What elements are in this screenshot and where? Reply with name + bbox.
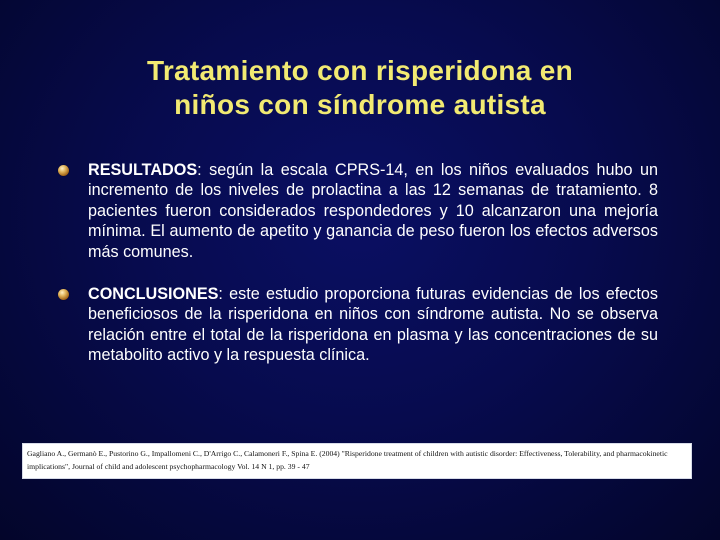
slide-title-line-1: Tratamiento con risperidona en	[147, 55, 573, 86]
bullet-text-results: : según la escala CPRS-14, en los niños evaluados hubo un incremento de los niveles de prolactina a las 12 semanas de tratamiento. 8 pacientes fueron considerados respondedores y 10 alcanzaron una mejoría mínima. El aumento de apetito y ganancia de peso fueron los efectos adversos más comunes.	[88, 161, 658, 261]
bullet-text-conclusions: : este estudio proporciona futuras evidencias de los efectos beneficiosos de la risperidona en niños con síndrome autista. No se observa relación entre el total de la risperidona en plasma y las concentraciones de su metabolito activo y la respuesta clínica.	[88, 285, 658, 365]
bullet-conclusions	[58, 284, 658, 366]
slide-title-line-2: niños con síndrome autista	[174, 89, 546, 120]
bullet-heading-results: RESULTADOS	[88, 161, 198, 179]
bullet-icon	[58, 289, 69, 300]
reference-box: Gagliano A., Germanò E., Pustorino G., Impallomeni C., D'Arrigo C., Calamoneri F., Spina E. (2004) "Risperidone treatment of children with autistic disorder: Effectiveness, Tolerability, and pharmacokinetic implications", Journal of child and adolescent psychopharmacology Vol. 14 N 1, pp. 39 - 47	[22, 443, 692, 479]
slide-title	[40, 54, 680, 122]
bullet-results	[58, 160, 658, 262]
bullet-list	[58, 160, 658, 366]
bullet-heading-conclusions: CONCLUSIONES	[88, 285, 219, 304]
bullet-icon	[58, 165, 69, 176]
